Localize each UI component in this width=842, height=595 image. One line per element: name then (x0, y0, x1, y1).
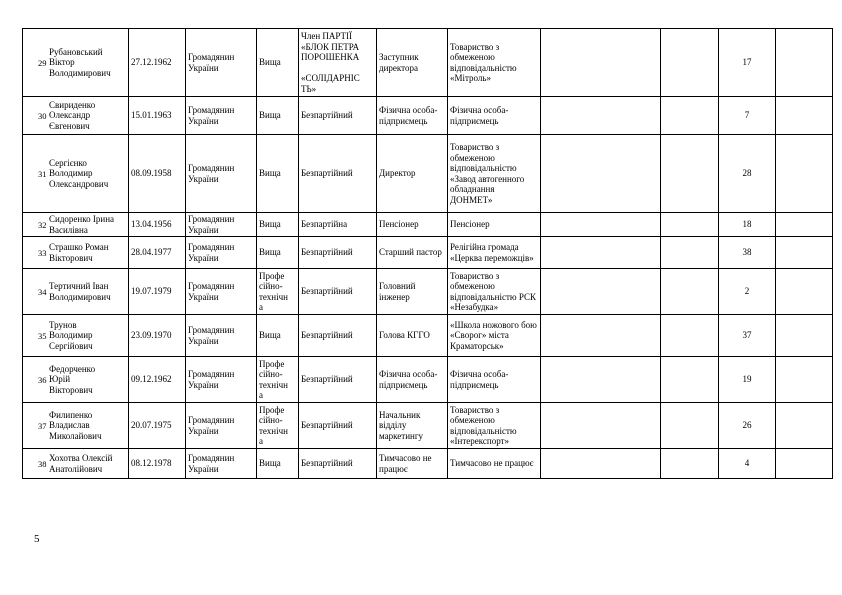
candidate-name: 38 Хохотва Олексій Анатолійович (23, 449, 129, 479)
row-number: 37 (38, 420, 47, 431)
workplace: Товариство з обмеженою відповідальністю РСК «Незабудка» (448, 269, 541, 315)
workplace: Релігійна громада «Церква переможців» (448, 237, 541, 269)
citizenship: Громадянин України (186, 403, 257, 449)
candidates-table (22, 28, 833, 479)
candidate-name: 33 Страшко Роман Вікторович (23, 237, 129, 269)
candidate-name: 37 Филипенко Владислав Миколайович (23, 403, 129, 449)
birth-date: 20.07.1975 (129, 403, 186, 449)
education: Вища (257, 449, 299, 479)
citizenship: Громадянин України (186, 315, 257, 357)
birth-date: 13.04.1956 (129, 213, 186, 237)
empty-cell (776, 29, 833, 97)
votes: 37 (719, 315, 776, 357)
workplace: Товариство з обмеженою відповідальністю «Завод автогенного обладнання ДОНМЕТ» (448, 135, 541, 213)
empty-cell (661, 97, 719, 135)
empty-cell (541, 315, 661, 357)
citizenship: Громадянин України (186, 237, 257, 269)
empty-cell (776, 97, 833, 135)
party-affiliation: Безпартійний (299, 449, 377, 479)
candidate-name: 29 Рубановський Віктор Володимирович (23, 29, 129, 97)
votes: 17 (719, 29, 776, 97)
workplace: Фізична особа-підприємець (448, 97, 541, 135)
position: Голова КГГО (377, 315, 448, 357)
education: Вища (257, 29, 299, 97)
position: Пенсіонер (377, 213, 448, 237)
empty-cell (661, 357, 719, 403)
empty-cell (541, 403, 661, 449)
table-row (23, 135, 833, 213)
empty-cell (776, 269, 833, 315)
party-affiliation: Безпартійна (299, 213, 377, 237)
table-row (23, 449, 833, 479)
empty-cell (541, 97, 661, 135)
birth-date: 23.09.1970 (129, 315, 186, 357)
party-affiliation: Безпартійний (299, 357, 377, 403)
education: Профе сійно- технічн а (257, 357, 299, 403)
education: Профе сійно- технічн а (257, 269, 299, 315)
votes: 19 (719, 357, 776, 403)
empty-cell (661, 449, 719, 479)
empty-cell (661, 315, 719, 357)
table-row (23, 357, 833, 403)
birth-date: 15.01.1963 (129, 97, 186, 135)
empty-cell (776, 449, 833, 479)
table-row (23, 97, 833, 135)
citizenship: Громадянин України (186, 97, 257, 135)
table-row (23, 315, 833, 357)
workplace: Товариство з обмеженою відповідальністю «Інтерекспорт» (448, 403, 541, 449)
empty-cell (661, 135, 719, 213)
empty-cell (541, 269, 661, 315)
education: Вища (257, 213, 299, 237)
position: Заступник директора (377, 29, 448, 97)
votes: 28 (719, 135, 776, 213)
empty-cell (541, 29, 661, 97)
empty-cell (541, 135, 661, 213)
empty-cell (541, 237, 661, 269)
position: Тимчасово не працює (377, 449, 448, 479)
birth-date: 08.09.1958 (129, 135, 186, 213)
party-affiliation: Безпартійний (299, 97, 377, 135)
workplace: Товариство з обмеженою відповідальністю «Мітроль» (448, 29, 541, 97)
empty-cell (776, 403, 833, 449)
candidate-name: 31 Сергієнко Володимир Олександрович (23, 135, 129, 213)
votes: 2 (719, 269, 776, 315)
row-number: 29 (38, 57, 47, 68)
row-number: 38 (38, 458, 47, 469)
row-number: 35 (38, 330, 47, 341)
table-body (23, 29, 833, 479)
workplace: Тимчасово не працює (448, 449, 541, 479)
votes: 18 (719, 213, 776, 237)
row-number: 32 (38, 219, 47, 230)
education: Вища (257, 315, 299, 357)
education: Вища (257, 135, 299, 213)
workplace: Пенсіонер (448, 213, 541, 237)
candidate-name: 30 Свириденко Олександр Євгенович (23, 97, 129, 135)
row-number: 36 (38, 374, 47, 385)
citizenship: Громадянин України (186, 449, 257, 479)
row-number: 31 (38, 168, 47, 179)
table-row (23, 237, 833, 269)
birth-date: 27.12.1962 (129, 29, 186, 97)
table-row (23, 403, 833, 449)
position: Директор (377, 135, 448, 213)
candidate-name: 36 Федорченко Юрій Вікторович (23, 357, 129, 403)
empty-cell (776, 213, 833, 237)
table-row (23, 269, 833, 315)
empty-cell (776, 237, 833, 269)
empty-cell (776, 135, 833, 213)
party-affiliation: Член ПАРТІЇ «БЛОК ПЕТРА ПОРОШЕНКА «СОЛІДАРНІС ТЬ» (299, 29, 377, 97)
citizenship: Громадянин України (186, 357, 257, 403)
empty-cell (776, 315, 833, 357)
education: Вища (257, 97, 299, 135)
table-row (23, 29, 833, 97)
party-affiliation: Безпартійний (299, 269, 377, 315)
empty-cell (776, 357, 833, 403)
position: Головний інженер (377, 269, 448, 315)
empty-cell (541, 357, 661, 403)
page-number: 5 (34, 533, 40, 545)
position: Старший пастор (377, 237, 448, 269)
empty-cell (661, 213, 719, 237)
votes: 7 (719, 97, 776, 135)
party-affiliation: Безпартійний (299, 135, 377, 213)
empty-cell (541, 449, 661, 479)
votes: 26 (719, 403, 776, 449)
citizenship: Громадянин України (186, 29, 257, 97)
position: Фізична особа-підприємець (377, 97, 448, 135)
votes: 4 (719, 449, 776, 479)
education: Вища (257, 237, 299, 269)
empty-cell (661, 269, 719, 315)
party-affiliation: Безпартійний (299, 237, 377, 269)
row-number: 33 (38, 247, 47, 258)
candidate-name: 35 Трунов Володимир Сергійович (23, 315, 129, 357)
birth-date: 09.12.1962 (129, 357, 186, 403)
workplace: Фізична особа-підприємець (448, 357, 541, 403)
birth-date: 28.04.1977 (129, 237, 186, 269)
empty-cell (661, 403, 719, 449)
candidate-name: 34 Тертичний Іван Володимирович (23, 269, 129, 315)
citizenship: Громадянин України (186, 135, 257, 213)
row-number: 30 (38, 110, 47, 121)
votes: 38 (719, 237, 776, 269)
party-affiliation: Безпартійний (299, 403, 377, 449)
position: Фізична особа-підприємець (377, 357, 448, 403)
position: Начальник відділу маркетингу (377, 403, 448, 449)
row-number: 34 (38, 286, 47, 297)
workplace: «Школа ножового бою «Сворог» міста Краматорськ» (448, 315, 541, 357)
empty-cell (541, 213, 661, 237)
candidate-name: 32 Сидоренко Ірина Василівна (23, 213, 129, 237)
party-affiliation: Безпартійний (299, 315, 377, 357)
birth-date: 08.12.1978 (129, 449, 186, 479)
birth-date: 19.07.1979 (129, 269, 186, 315)
citizenship: Громадянин України (186, 213, 257, 237)
table-row (23, 213, 833, 237)
education: Профе сійно- технічн а (257, 403, 299, 449)
empty-cell (661, 29, 719, 97)
empty-cell (661, 237, 719, 269)
citizenship: Громадянин України (186, 269, 257, 315)
